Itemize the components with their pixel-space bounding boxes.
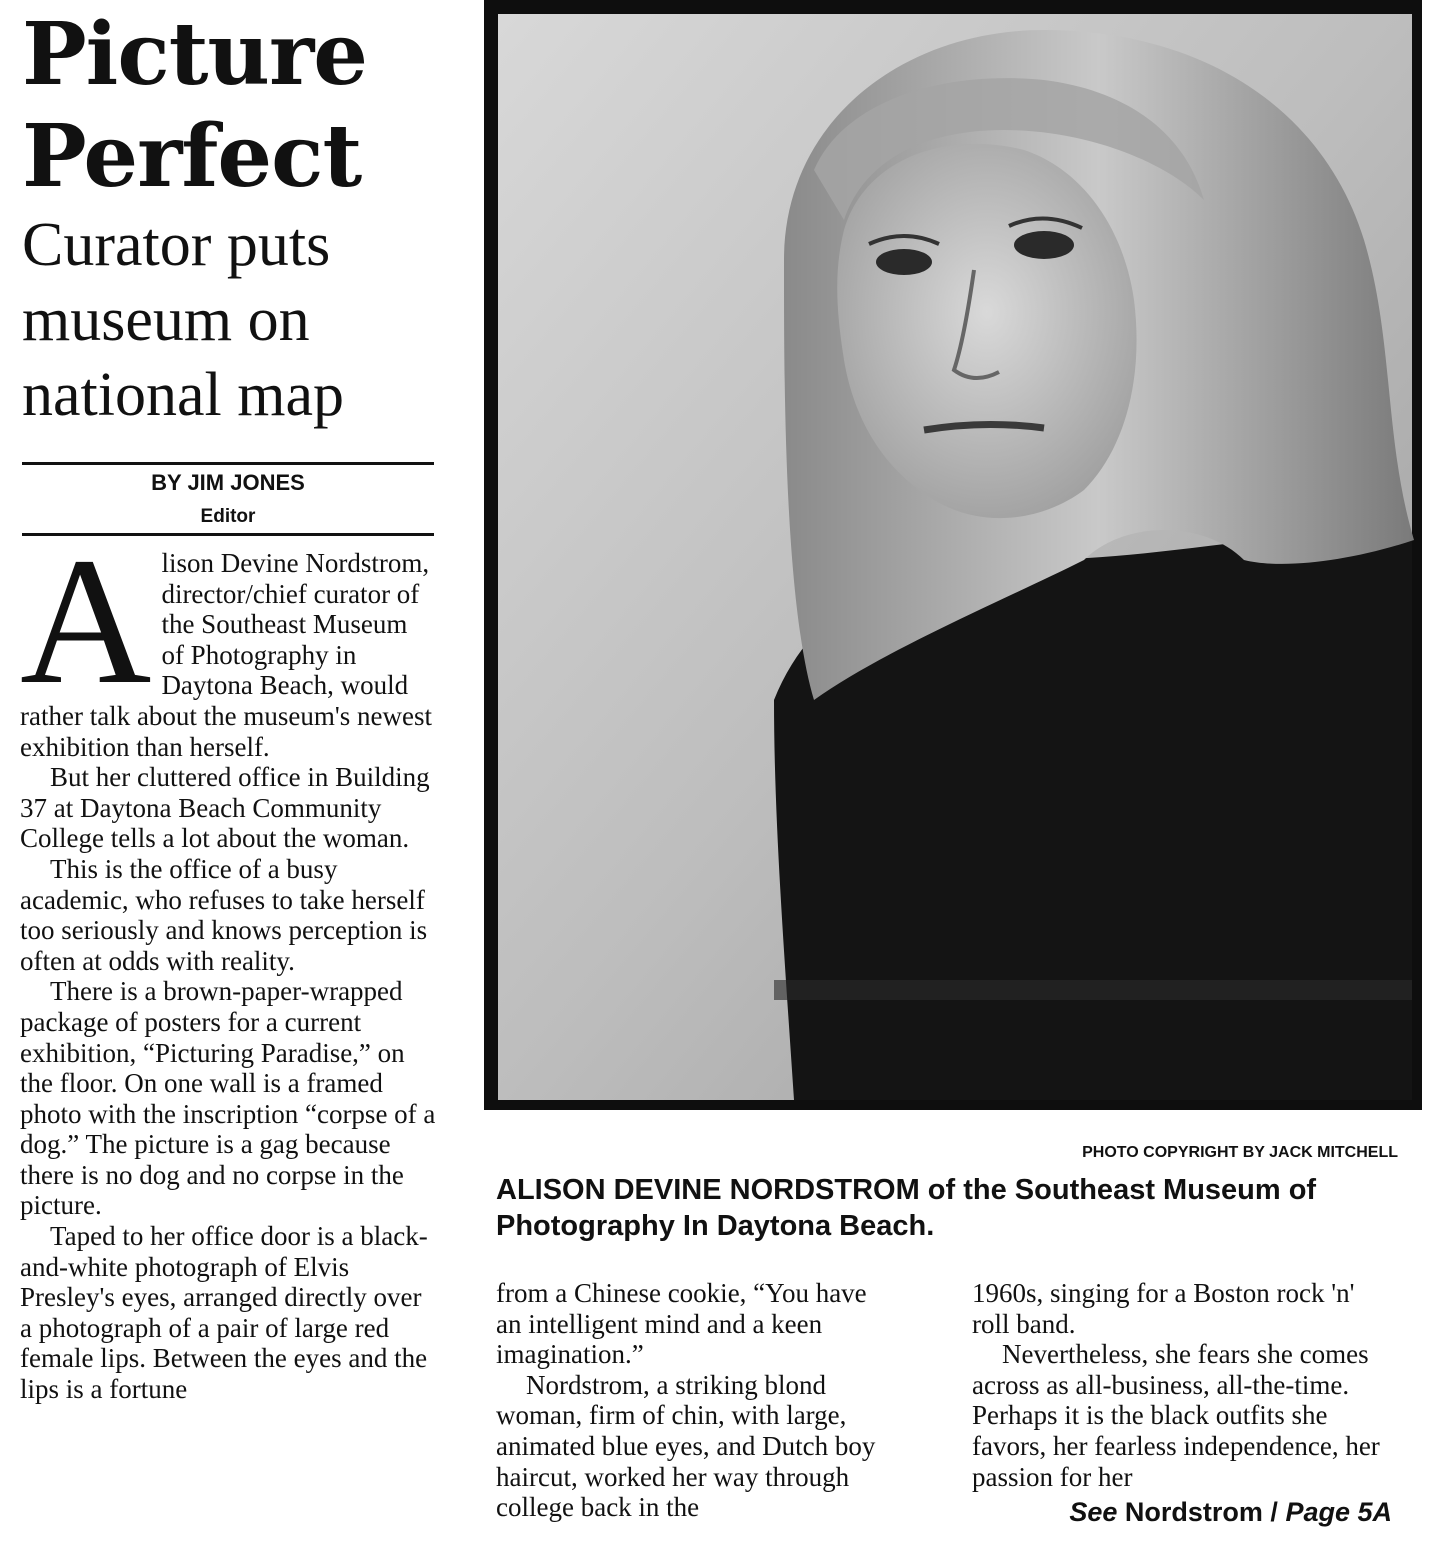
photo-caption [496,1172,1426,1244]
subheadline [22,208,462,433]
article-column-3 [972,1278,1384,1492]
byline-role: Editor [200,506,256,527]
byline-top-rule [22,462,434,465]
photo-credit: PHOTO COPYRIGHT BY JACK MITCHELL [1082,1144,1398,1161]
headline-title [22,4,462,208]
caption-name: ALISON DEVINE NORDSTROM [496,1174,920,1206]
portrait-image [484,0,1422,1110]
article-paragraph: This is the office of a busy academic, who refuses to take herself too seriously and knows perception is often at odds with reality. [20,853,428,976]
article-column-1 [20,521,436,1405]
article-paragraph: from a Chinese cookie, “You have an intelligent mind and a keen imagination.” [496,1278,867,1370]
lead-text: lison Devine Nordstrom, director/chief curator of the Southeast Museum of Photography in Daytona Beach, would rather talk about the museum's newest exhibition than herself. [20,548,433,762]
headline-line-2: Perfect [22,106,362,207]
article-paragraph [20,521,436,762]
portrait-photo [484,0,1422,1110]
subhead-line-2: museum on [22,286,310,354]
article-column-2 [496,1278,898,1523]
article-paragraph: Nevertheless, she fears she comes across as all-business, all-the-time. Perhaps it is the black outfits she favors, her fearless independence, her passion for her [972,1339,1380,1492]
article-paragraph: But her cluttered office in Building 37 at Daytona Beach Community College tells a lot about the woman. [20,762,430,854]
subhead-line-1: Curator puts [22,211,331,279]
article-paragraph: Nordstrom, a striking blond woman, firm of chin, with large, animated blue eyes, and Dutch boy haircut, worked her way through college back in the [496,1369,876,1523]
article-paragraph: Taped to her office door is a black-and-white photograph of Elvis Presley's eyes, arranged directly over a photograph of a pair of large red female lips. Between the eyes and the lips is a fortune [20,1221,428,1405]
caption-text: of the Southeast Museum of Photography In Daytona Beach. [496,1174,1317,1242]
article-paragraph: 1960s, singing for a Boston rock 'n' roll band. [972,1278,1355,1339]
headline-line-1: Picture [22,4,367,105]
jump-name: Nordstrom / [1117,1497,1286,1527]
byline-name: BY JIM JONES [151,470,305,495]
subhead-line-3: national map [22,361,344,429]
drop-cap: A [20,521,152,722]
article-paragraph: There is a brown-paper-wrapped package of posters for a current exhibition, “Picturing Paradise,” on the floor. On one wall is a framed photo with the inscription “corpse of a dog.” The picture is a gag because there is no dog and no corpse in the picture. [20,976,436,1221]
jump-line [1030,1497,1392,1528]
jump-page: Page 5A [1285,1497,1392,1527]
jump-see: See [1069,1497,1118,1527]
